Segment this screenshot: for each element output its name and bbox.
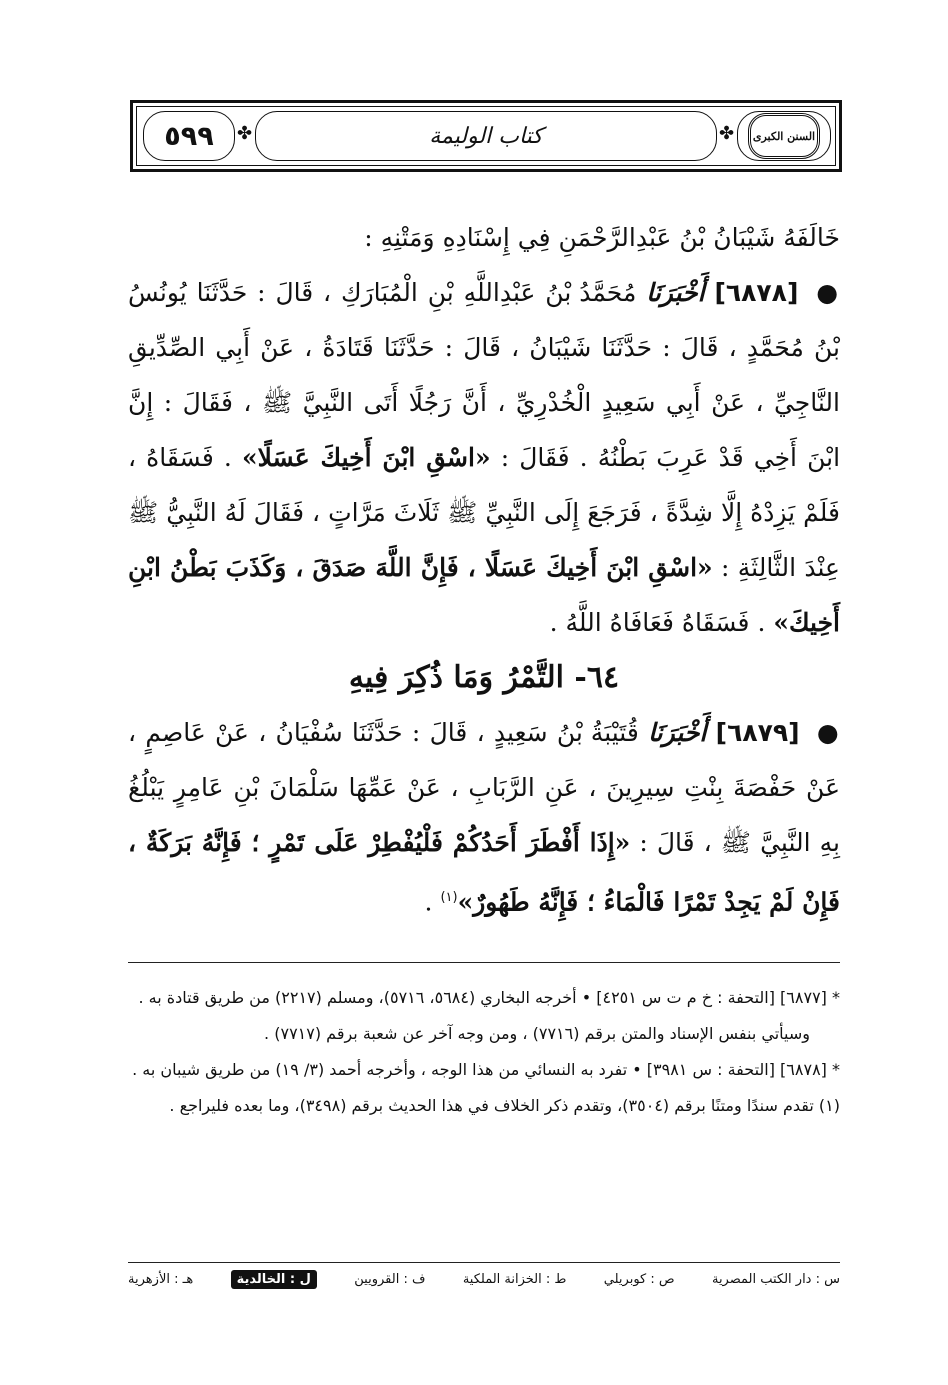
sigla-item-highlighted: ل : الخالدية [231, 1270, 317, 1289]
logo-text: السنن الكبرى [752, 129, 816, 143]
hadith-text: . فَسَقَاهُ ، فَلَمْ يَزِدْهُ إِلَّا شِدَّةً ، فَرَجَعَ إِلَى النَّبِيِّ ﷺ ثَلَاثَ مَرَّاتٍ ، فَقَالَ لَهُ النَّبِيُّ ﷺ عِنْدَ الثَّالِثَةِ : [128, 443, 840, 582]
footnote-6877: * [٦٨٧٧] [التحفة : خ م ت س ٤٢٥١] • أخرجه البخاري (٥٦٨٤، ٥٧١٦)، ومسلم (٢٢١٧) من طريق قتادة به . [138, 988, 840, 1007]
manuscript-sigla [128, 1270, 840, 1289]
footnote-divider [128, 962, 840, 963]
ikhbar-word: أَخْبَرَنَا [648, 718, 707, 747]
hadith-number: [٦٨٧٨] [714, 278, 799, 307]
hadith-quote: «اسْقِ ابْنَ أَخِيكَ عَسَلًا ، فَإِنَّ اللَّهَ صَدَقَ ، وَكَذَبَ بَطْنُ ابْنِ أَخِيكَ» [128, 553, 840, 637]
page-number: ٥٩٩ [164, 120, 214, 152]
hadith-quote: «إِذَا أَفْطَرَ أَحَدُكُمْ فَلْيُفْطِرْ عَلَى تَمْرٍ ؛ فَإِنَّهُ بَرَكَةٌ ، فَإِنْ لَمْ يَجِدْ تَمْرًا فَالْمَاءُ ؛ فَإِنَّهُ طَهُورٌ» [128, 828, 840, 917]
ornament-icon: ✤ [237, 123, 253, 144]
book-title-box [255, 111, 717, 161]
footnote-ref[interactable]: (١) [440, 890, 458, 905]
intro-line: خَالَفَهُ شَيْبَانُ بْنُ عَبْدِالرَّحْمَنِ فِي إِسْنَادِهِ وَمَتْنِهِ : [364, 223, 840, 252]
logo-box [737, 111, 831, 161]
bullet-icon: ● [816, 278, 841, 307]
sigla-item: ص : كوبريلي [603, 1272, 675, 1287]
footnote-6877-cont: وسيأتي بنفس الإسناد والمتن برقم (٧٧١٦) ، ومن وجه آخر عن شعبة برقم (٧٧١٧) . [264, 1024, 810, 1043]
ikhbar-word: أَخْبَرَنَا [646, 278, 705, 307]
footnotes [128, 980, 840, 1124]
hadith-text: مُحَمَّدُ بْنُ عَبْدِاللَّهِ بْنِ الْمُبَارَكِ ، قَالَ : حَدَّثَنَا يُونُسُ بْنُ مُحَمَّدٍ ، قَالَ : حَدَّثَنَا شَيْبَانُ ، قَالَ : حَدَّثَنَا قَتَادَةُ ، عَنْ أَبِي الصِّدِّيقِ النَّاجِيِّ ، عَنْ أَبِي سَعِيدٍ الْخُدْرِيِّ ، أَنَّ رَجُلًا أَتَى النَّبِيَّ ﷺ ، فَقَالَ : إِنَّ ابْنَ أَخِي قَدْ عَرِبَ بَطْنُهُ . فَقَالَ : [128, 278, 841, 472]
sigla-divider [128, 1262, 840, 1263]
hadith-text: . [424, 887, 433, 917]
book-logo [748, 113, 820, 159]
page-number-box [143, 111, 235, 161]
sigla-item: ف : القرويين [354, 1272, 426, 1287]
bullet-icon: ● [816, 718, 841, 747]
book-title: كتاب الوليمة [429, 123, 543, 149]
chapter-heading: ٦٤- التَّمْرُ وَمَا ذُكِرَ فِيهِ [348, 660, 620, 695]
hadith-text: قُتَيْبَةُ بْنُ سَعِيدٍ ، قَالَ : حَدَّثَنَا سُفْيَانُ ، عَنْ عَاصِمٍ ، عَنْ حَفْصَةَ بِنْتِ سِيرِينَ ، عَنِ الرَّبَابِ ، عَنْ عَمِّهَا سَلْمَانَ بْنِ عَامِرٍ يَبْلُغُ بِهِ النَّبِيَّ ﷺ ، قَالَ : [128, 718, 840, 857]
hadith-text: . فَسَقَاهُ فَعَافَاهُ اللَّهُ . [549, 608, 766, 637]
page-header [130, 100, 842, 172]
sigla-item: س : دار الكتب المصرية [711, 1272, 840, 1287]
main-text [128, 210, 840, 929]
hadith-quote: «اسْقِ ابْنَ أَخِيكَ عَسَلًا» [241, 443, 491, 472]
hadith-6878 [128, 265, 840, 650]
footnote-1: (١) تقدم سندًا ومتنًا برقم (٣٥٠٤)، وتقدم ذكر الخلاف في هذا الحديث برقم (٣٤٩٨)، وما بعده فليراجع . [169, 1096, 840, 1115]
hadith-number: [٦٨٧٩] [715, 718, 800, 747]
sigla-item: ط : الخزانة الملكية [462, 1272, 567, 1287]
footnote-6878: * [٦٨٧٨] [التحفة : س ٣٩٨١] • تفرد به النسائي من هذا الوجه ، وأخرجه أحمد (٣/ ١٩) من طريق شيبان به . [132, 1060, 840, 1079]
ornament-icon: ✤ [719, 123, 735, 144]
sigla-item: هـ : الأزهرية [128, 1272, 194, 1287]
hadith-6879 [128, 705, 840, 929]
